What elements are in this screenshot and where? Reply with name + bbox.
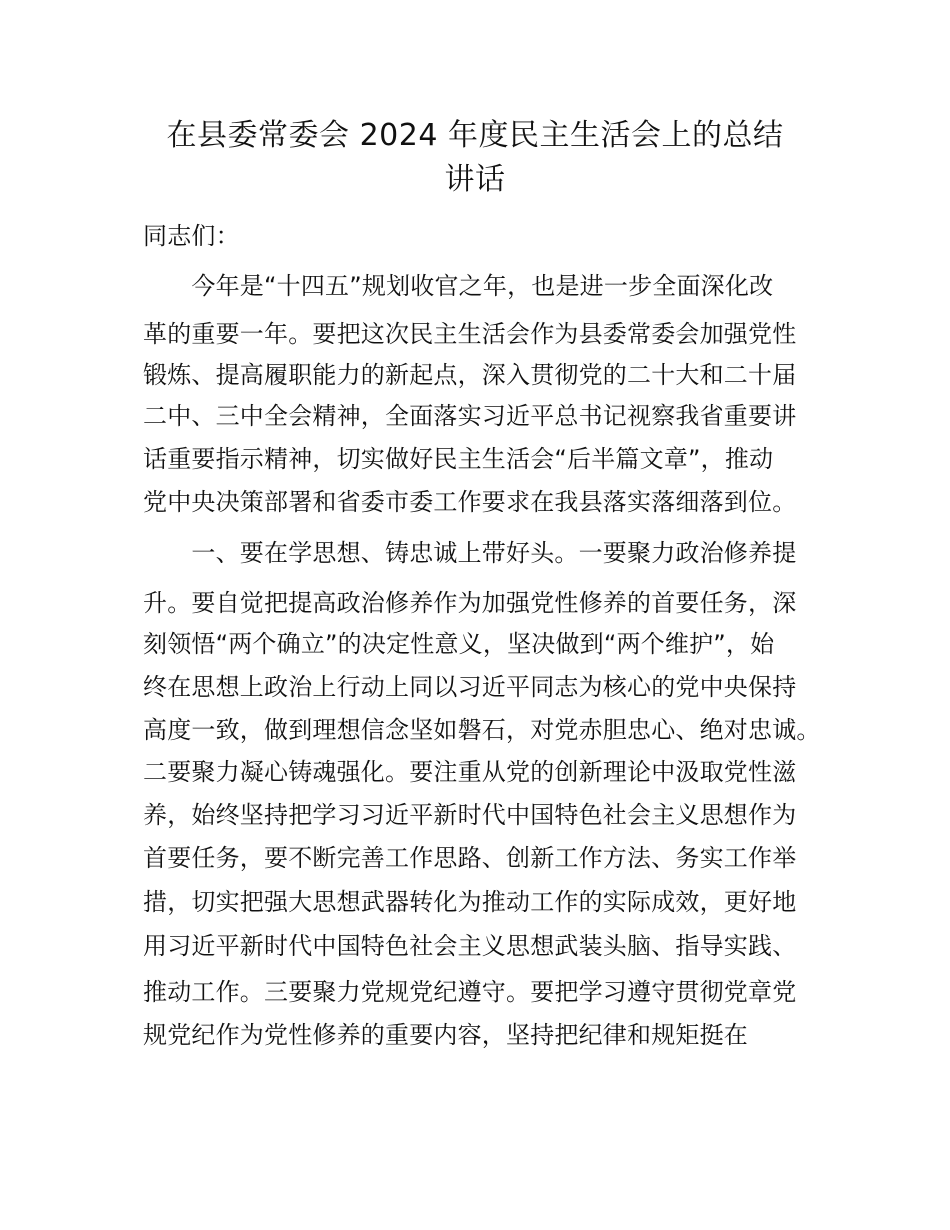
paragraph-line-12: 二要聚力凝心铸魂强化。要注重从党的创新理论中汲取党性滋 <box>143 758 797 786</box>
paragraph-line-1: 今年是“十四五”规划收官之年，也是进一步全面深化改 <box>143 272 774 300</box>
paragraph-line-14: 首要任务，要不断完善工作思路、创新工作方法、务实工作举 <box>143 844 797 872</box>
salutation: 同志们： <box>143 222 240 250</box>
paragraph-line-4: 二中、三中全会精神，全面落实习近平总书记视察我省重要讲 <box>143 402 797 430</box>
paragraph-line-18: 规党纪作为党性修养的重要内容，坚持把纪律和规矩挺在 <box>143 1021 748 1049</box>
paragraph-line-15: 措，切实把强大思想武器转化为推动工作的实际成效，更好地 <box>143 888 797 916</box>
paragraph-line-11: 高度一致，做到理想信念坚如磐石，对党赤胆忠心、绝对忠诚。 <box>143 716 821 744</box>
paragraph-line-8: 升。要自觉把提高政治修养作为加强党性修养的首要任务，深 <box>143 589 797 617</box>
paragraph-line-3: 锻炼、提高履职能力的新起点，深入贯彻党的二十大和二十届 <box>143 361 797 389</box>
paragraph-line-6: 党中央决策部署和省委市委工作要求在我县落实落细落到位。 <box>143 488 797 516</box>
paragraph-line-2: 革的重要一年。要把这次民主生活会作为县委常委会加强党性 <box>143 320 797 348</box>
paragraph-line-10: 终在思想上政治上行动上同以习近平同志为核心的党中央保持 <box>143 673 797 701</box>
document-title-line-2: 讲话 <box>444 162 506 197</box>
paragraph-line-17: 推动工作。三要聚力党规党纪遵守。要把学习遵守贯彻党章党 <box>143 978 797 1006</box>
document-title-line-1: 在县委常委会 2024 年度民主生活会上的总结 <box>166 118 784 153</box>
paragraph-line-5: 话重要指示精神，切实做好民主生活会“后半篇文章”，推动 <box>143 445 774 473</box>
paragraph-line-9: 刻领悟“两个确立”的决定性意义，坚决做到“两个维护”，始 <box>143 630 775 658</box>
paragraph-line-16: 用习近平新时代中国特色社会主义思想武装头脑、指导实践、 <box>143 932 797 960</box>
paragraph-line-7: 一、要在学思想、铸忠诚上带好头。一要聚力政治修养提 <box>143 539 797 567</box>
paragraph-line-13: 养，始终坚持把学习习近平新时代中国特色社会主义思想作为 <box>143 801 797 829</box>
